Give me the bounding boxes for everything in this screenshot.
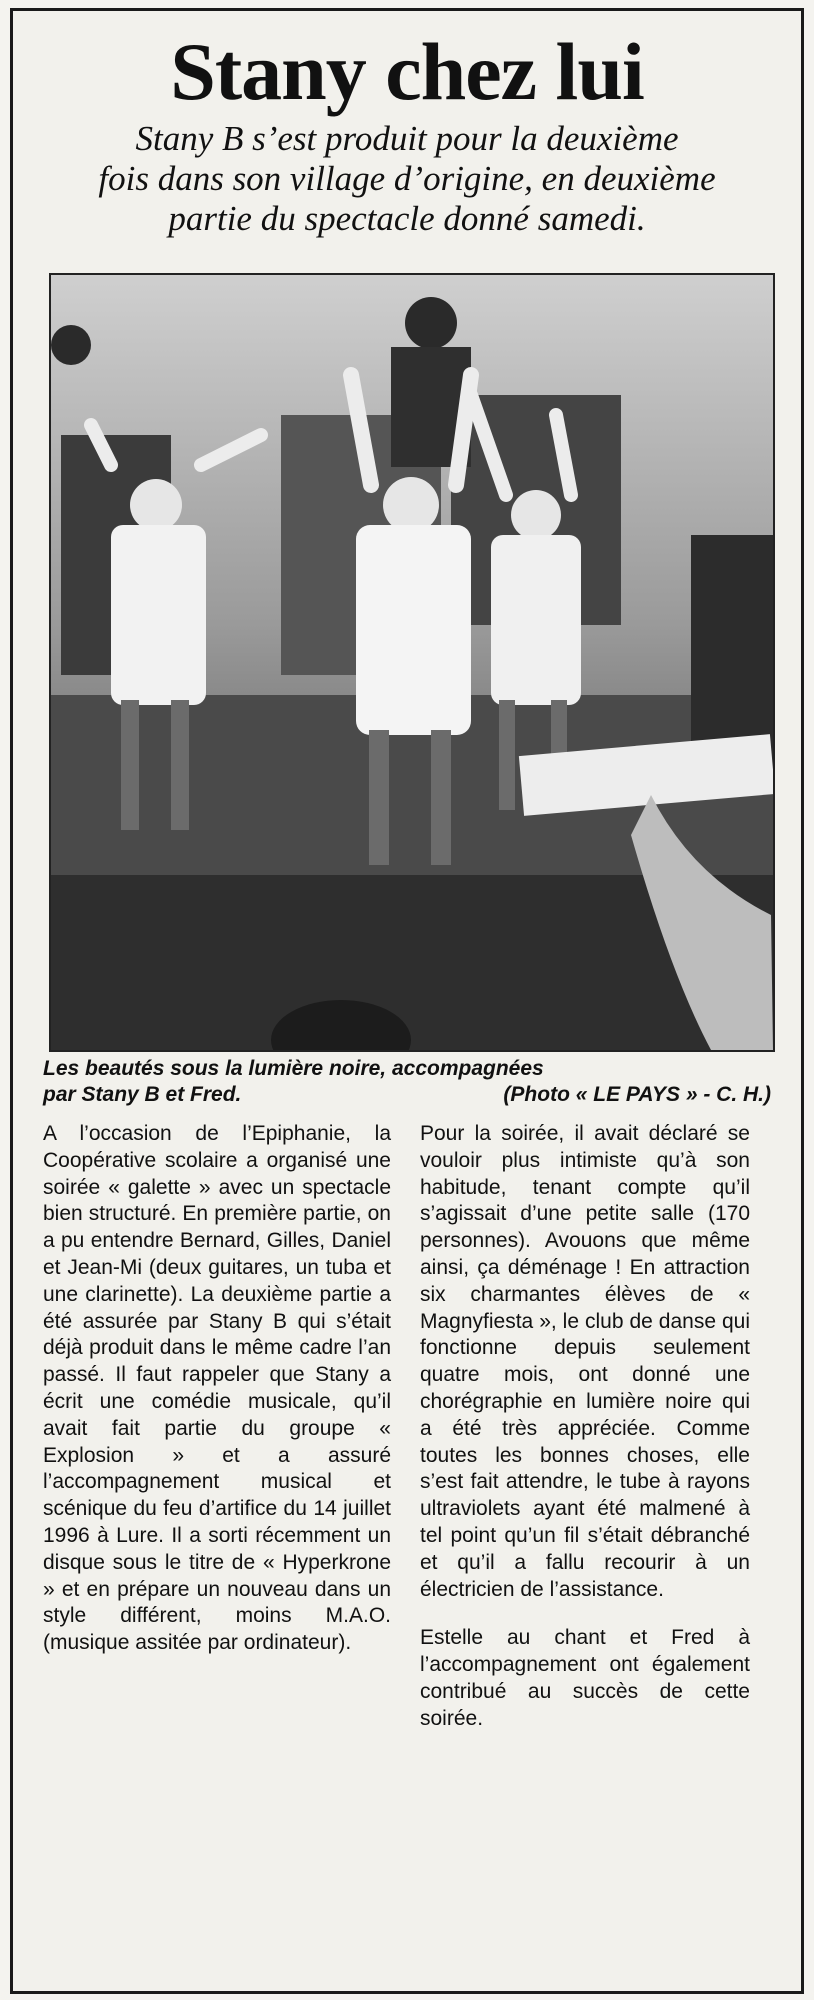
article-paragraph: Pour la soirée, il avait déclaré se vouloir plus intimiste qu’à son habitude, tenant compte qu’il s’agissait d’une petite salle (170 personnes). Avouons que même ainsi, ça déménage ! En attraction six charmantes élèves de « Magnyfiesta », le club de danse qui fonctionne depuis seulement quatre mois, ont donné une chorégraphie en lumière noire qui a été très appréciée. Comme toutes les bonnes choses, elle s’est fait attendre, le tube à rayons ultraviolets ayant été malmené à tel point qu’un fil s’était débranché et qu’il a fallu recourir à un électricien de l’assistance. [420,1122,750,1601]
deck-line-2: fois dans son village d’origine, en deuxième [98,159,716,198]
person-left-head [51,325,91,365]
caption-line-2: par Stany B et Fred. [43,1083,242,1106]
article-paragraph: Estelle au chant et Fred à l’accompagnement ont également contribué au succès de cette soirée. [420,1626,750,1730]
newspaper-clipping [10,8,804,1994]
photo-illustration [51,275,773,1050]
musician-head [405,297,457,349]
deck-subheading [43,119,771,239]
photo-credit: (Photo « LE PAYS » - C. H.) [503,1083,771,1106]
article-paragraph: A l’occasion de l’Epiphanie, la Coopérative scolaire a organisé une soirée « galette » avec un spectacle bien structuré. En première partie, on a pu entendre Bernard, Gilles, Daniel et Jean-Mi (deux guitares, un tuba et une clarinette). La deuxième partie a été assurée par Stany B qui s’était déjà produit dans le même cadre l’an passé. Il faut rappeler que Stany a écrit une comédie musicale, qu’il avait fait partie du groupe « Explosion » et a assuré l’accompagnement musical et scénique du feu d’artifice du 14 juillet 1996 à Lure. Il a sorti récemment un disque sous le titre de « Hyperkrone » et en prépare un nouveau dans un style différent, moins M.A.O. (musique assitée par ordinateur). [43,1122,391,1655]
article-column-left [43,1121,391,1679]
dance-performance-photo [49,273,775,1052]
caption-line-2-row [43,1082,771,1108]
photo-caption [43,1056,771,1108]
article-column-right [420,1121,750,1755]
deck-line-3: partie du spectacle donné samedi. [168,199,646,238]
deck-line-1: Stany B s’est produit pour la deuxième [135,119,679,158]
caption-line-1: Les beautés sous la lumière noire, accompagnées [43,1057,544,1080]
headline: Stany chez lui [170,26,644,117]
